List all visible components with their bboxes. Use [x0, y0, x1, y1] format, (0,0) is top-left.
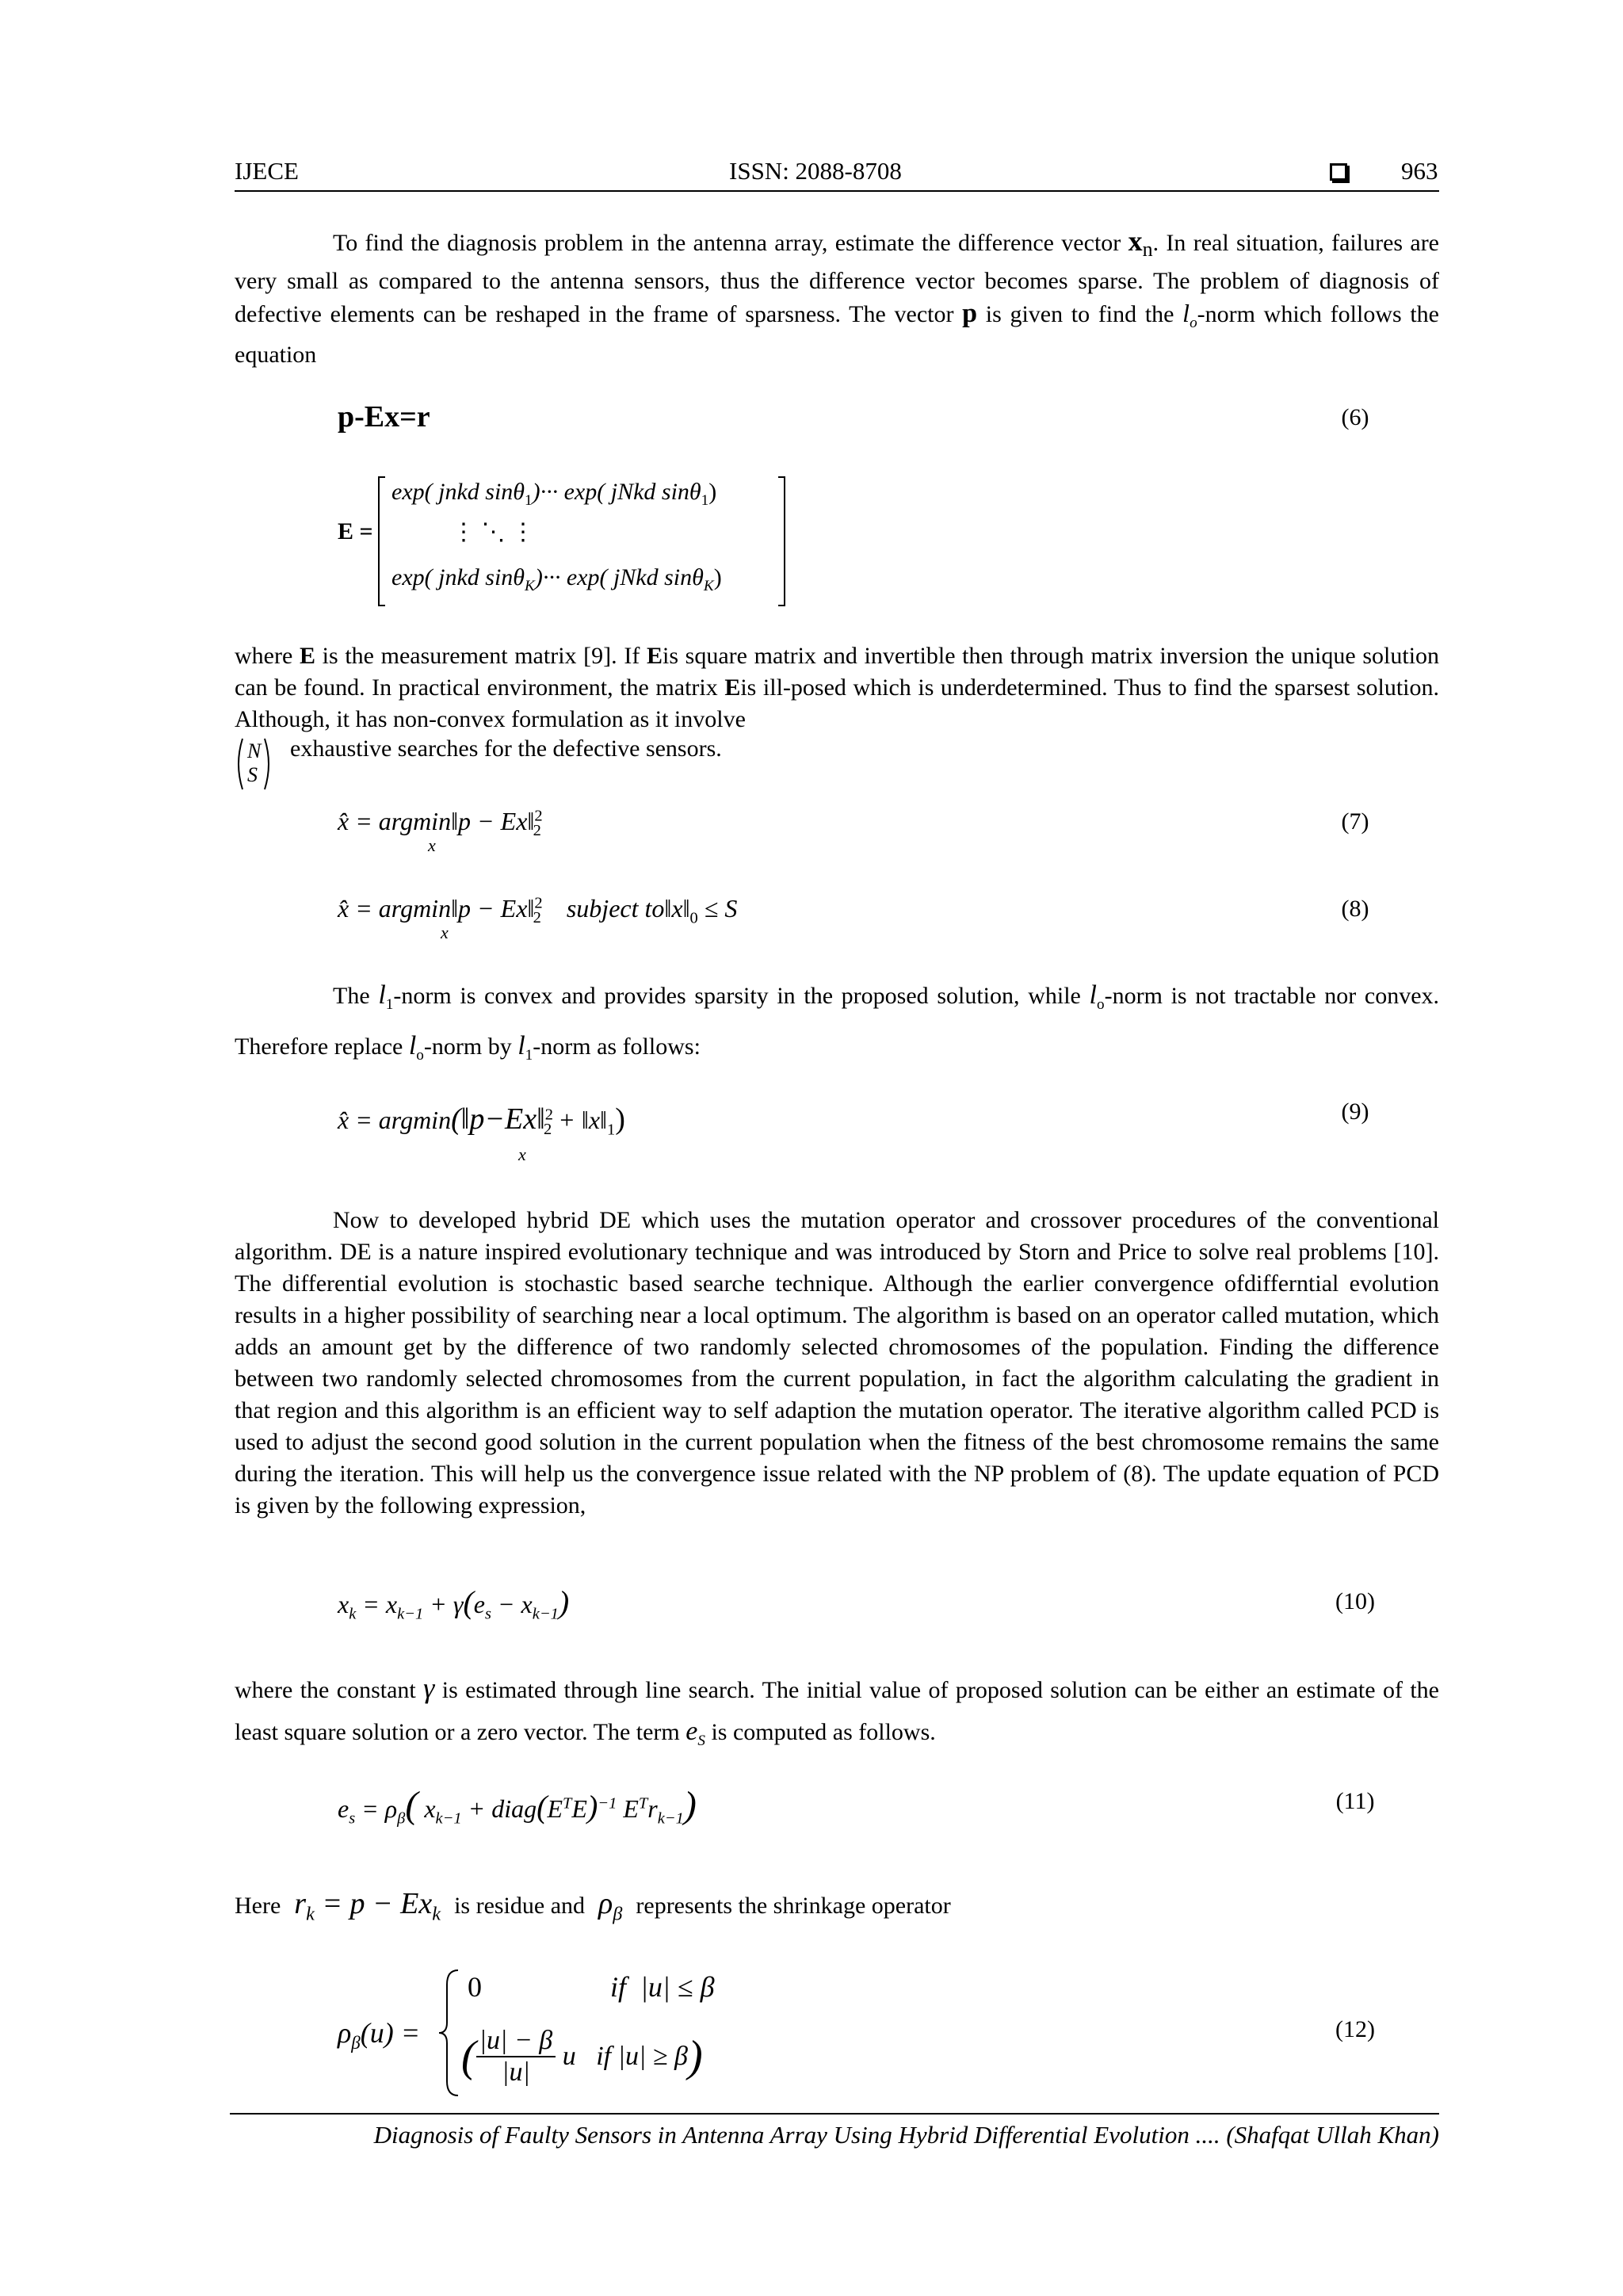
equation-12-lhs: $\rho_\beta(u)$ = [338, 2017, 421, 2053]
equation-number-10: (10) [1335, 1588, 1375, 1614]
equation-number-9: (9) [1341, 1098, 1369, 1125]
footer-rule [230, 2113, 1439, 2115]
matrix-lhs: E = [338, 518, 373, 544]
equation-number-6: (6) [1341, 404, 1369, 430]
equation-8: x̂ = argmin‖p − Ex‖$^2_2$ subject $to‖x‖_0 \le S$ [338, 894, 738, 927]
equation-12-case-2: ( $\frac{|u| - \beta}{|u|}$ u if |u| ≥ β) [461, 2026, 703, 2087]
equation-number-12: (12) [1335, 2016, 1375, 2042]
issn: ISSN: 2088-8708 [729, 157, 902, 185]
equation-11: $e_s = \rho_\beta$( $x_{k-1}$ + $diag(E^TE)^{-1}$ $E^Tr_{k-1}$) [338, 1784, 697, 1828]
header-box-icon [1330, 155, 1347, 187]
paragraph-constant-gamma: where the constant γ is estimated through line search. The initial value of proposed solution can be either an estimate of the least square solution or a zero vector. The term $e_S$ is computed as follows. [235, 1672, 1439, 1749]
paragraph-exhaustive: exhaustive searches for the defective sensors. [290, 735, 722, 762]
matrix-row-2: ⋮ ⋱ ⋮ [452, 519, 535, 545]
equation-7: x̂ = argmin‖p − Ex‖$^2_2$ [338, 807, 543, 840]
equation-number-8: (8) [1341, 896, 1369, 922]
running-footer: Diagnosis of Faulty Sensors in Antenna Array Using Hybrid Differential Evolution .... (Shafqat Ullah Khan) [373, 2121, 1439, 2149]
equation-number-7: (7) [1341, 808, 1369, 835]
page-number: 963 [1401, 157, 1438, 185]
paragraph-hybrid-de: Now to developed hybrid DE which uses the mutation operator and crossover procedures of the conventional algorithm. DE is a nature inspired evolutionary technique and was introduced by Storn and Price to solve real problems [10]. The differential evolution is stochastic based searche technique. Although the earlier convergence ofdifferntial evolution results in a higher possibility of searching near a local optimum. The algorithm is based on an operator called mutation, which adds an amount get by the difference of two randomly selected chromosomes of the population. Finding the difference between two randomly selected chromosomes from the current population, in fact the algorithm calculating the gradient in that region and this algorithm is an efficient way to self adaption the mutation operator. The iterative algorithm called PCD is used to adjust the second good solution in the current population when the fitness of the best chromosome remains the same during the iteration. This will help us the convergence issue related with the NP problem of (8). The update equation of PCD is given by the following expression, [235, 1207, 1439, 1519]
equation-6: p-Ex=r [338, 400, 430, 434]
equation-12-brace [437, 1967, 461, 2099]
journal-name: IJECE [235, 157, 299, 185]
eq7-under-x: x [428, 835, 436, 855]
eq8-under-x: x [441, 923, 449, 942]
paragraph-measurement-matrix: where E is the measurement matrix [9]. If Eis square matrix and invertible then through matrix inversion the unique solution can be found. In practical environment, the matrix Eis ill-posed which is underdetermined. Thus to find the sparsest solution. Although, it has non-convex formulation as it involve [235, 643, 1440, 732]
header-rule [235, 190, 1439, 192]
equation-10: $x_k = x_{k-1} + \gamma(e_s - x_{k-1})$ [338, 1584, 570, 1623]
equation-12-case-1: 0 if |u| ≤ β [468, 1971, 715, 2003]
equation-9: x̂ = argmin(‖p−Ex‖$^2_2$ + $‖x‖_1$) [338, 1102, 625, 1139]
paragraph-intro: To find the diagnosis problem in the antenna array, estimate the difference vector $x_n$. In real situation, failures are very small as compared to the antenna sensors, thus the difference vector becomes sparse. The problem of diagnosis of defective elements can be reshaped in the frame of sparsness. The vector p is given to find the $l_o$-norm which follows the equation [235, 225, 1440, 368]
matrix-row-3: exp( jnkd sinθ$_K$)··· exp( jNkd sinθ$_K$) [391, 564, 722, 594]
eq9-under-x: x [518, 1144, 526, 1164]
matrix-row-1: exp( jnkd sinθ$_1$)··· exp( jNkd sinθ$_1$) [391, 479, 717, 509]
equation-number-11: (11) [1335, 1788, 1375, 1814]
paragraph-residue: Here $r_k = p - Ex_k$ is residue and $\rho_\beta$ represents the shrinkage operator [235, 1887, 951, 1925]
paragraph-l1-norm: The $l_1$-norm is convex and provides sparsity in the proposed solution, while $l_o$-norm is not tractable nor convex. Therefore replace $l_o$-norm by $l_1$-norm as follows: [235, 980, 1440, 1064]
